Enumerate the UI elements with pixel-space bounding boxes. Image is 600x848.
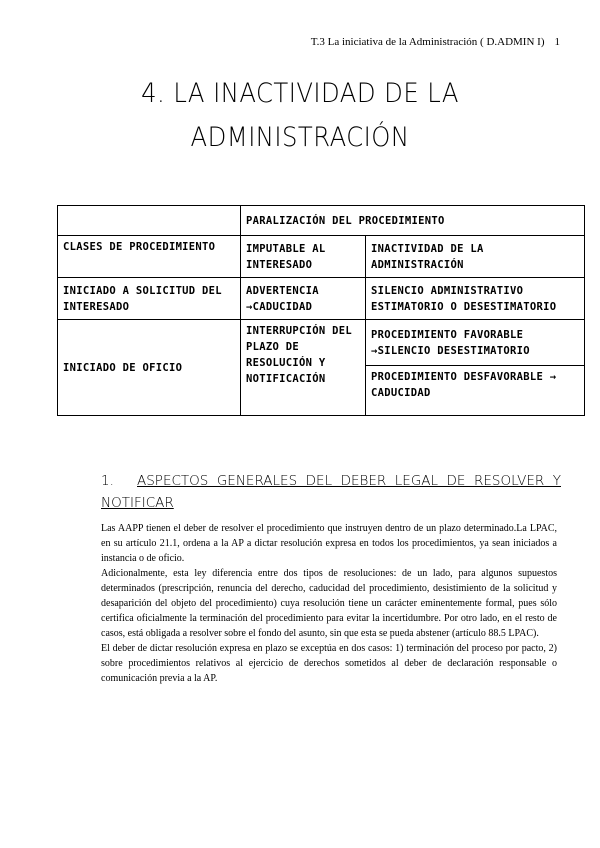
clases-header: CLASES DE PROCEDIMIENTO	[58, 236, 241, 278]
paragraph: Las AAPP tienen el deber de resolver el procedimiento que instruyen dentro de un plazo determinado.La LPAC, en su artículo 21.1, ordena a la AP a dictar resolución expresa en todos los procedimientos, ya sean iniciados a instancia o de oficio.	[101, 523, 557, 564]
running-header	[311, 36, 560, 48]
imputable-header: IMPUTABLE AL INTERESADO	[241, 236, 366, 278]
page-number: 1	[554, 36, 560, 48]
table-row	[58, 206, 585, 236]
row-oficio-desfavorable: PROCEDIMIENTO DESFAVORABLE → CADUCIDAD	[366, 366, 585, 416]
row-solicitud-imputable: ADVERTENCIA →CADUCIDAD	[241, 278, 366, 320]
section-title: ASPECTOS GENERALES DEL DEBER LEGAL DE RESOLVER Y NOTIFICAR	[101, 473, 561, 511]
section-number: 1.	[101, 473, 114, 489]
page-title	[30, 72, 570, 160]
running-header-text: T.3 La iniciativa de la Administración ( D.ADMIN I)	[310, 36, 545, 48]
table-cell-empty	[58, 206, 241, 236]
inactividad-header: INACTIVIDAD DE LA ADMINISTRACIÓN	[366, 236, 585, 278]
row-oficio-label: INICIADO DE OFICIO	[58, 320, 241, 416]
table-row	[58, 278, 585, 320]
paragraph: Adicionalmente, esta ley diferencia entre dos tipos de resoluciones: de un lado, para algunos supuestos determinados (prescripción, renuncia del derecho, caducidad del procedimiento, desistimiento de la solicitud y desaparición del objeto del procedimiento) cuya resolución tiene un carácter eminentemente formal, pues sólo certifica oficialmente la terminación del procedimiento para evitar la incertidumbre. Por otro lado, en el resto de casos, está obligada a resolver sobre el fondo del asunto, sin que esta se pueda abstener (artículo 88.5 LPAC).	[101, 568, 557, 639]
body-text	[101, 521, 557, 686]
row-oficio-imputable: INTERRUPCIÓN DEL PLAZO DE RESOLUCIÓN Y NOTIFICACIÓN	[241, 320, 366, 416]
paralizacion-header: PARALIZACIÓN DEL PROCEDIMIENTO	[241, 206, 585, 236]
row-oficio-favorable: PROCEDIMIENTO FAVORABLE →SILENCIO DESESTIMATORIO	[366, 320, 585, 366]
table-row	[58, 236, 585, 278]
section-heading	[101, 470, 561, 514]
procedure-table	[57, 205, 585, 416]
page-title-line-2: ADMINISTRACIÓN	[190, 122, 410, 153]
page-title-line-1: 4. LA INACTIVIDAD DE LA	[141, 78, 459, 109]
paragraph: El deber de dictar resolución expresa en plazo se exceptúa en dos casos: 1) terminación del proceso por pacto, 2) sobre procedimientos relativos al ejercicio de derechos sometidos al deber de declaración responsable o comunicación previa a la AP.	[101, 643, 557, 684]
table-row	[58, 320, 585, 366]
row-solicitud-label: INICIADO A SOLICITUD DEL INTERESADO	[58, 278, 241, 320]
row-solicitud-inactividad: SILENCIO ADMINISTRATIVO ESTIMATORIO O DESESTIMATORIO	[366, 278, 585, 320]
